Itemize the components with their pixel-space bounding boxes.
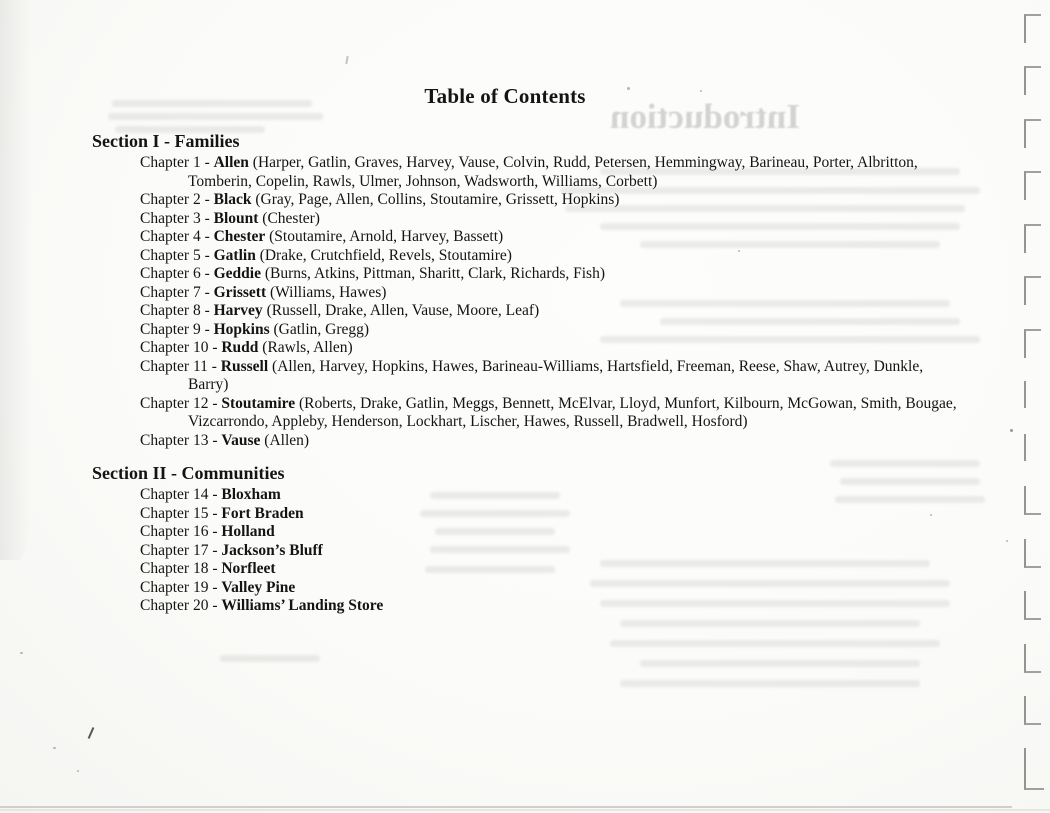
toc-entry-prefix: Chapter 2 - [140, 191, 214, 208]
binding-mark [1024, 434, 1041, 461]
scan-speck [627, 87, 630, 90]
binding-mark [1024, 224, 1041, 253]
toc-content [92, 130, 964, 616]
toc-entry-name: Geddie [213, 265, 261, 282]
toc-entry-chapter-5 [92, 247, 964, 266]
toc-entry-detail: (Roberts, Drake, Gatlin, Meggs, Bennett, McElvar, Lloyd, Munfort, Kilbourn, McGowan, Smith, Bougae, Vizcarrondo, Appleby, Henderson, Lockhart, Lischer, Hawes, Russell, Bradwell, Hosford) [188, 394, 957, 430]
toc-entry-detail: (Drake, Crutchfield, Revels, Stoutamire) [255, 246, 512, 264]
toc-entry-detail: (Chester) [258, 209, 320, 227]
toc-entry-prefix: Chapter 19 - [140, 578, 222, 596]
toc-entry-chapter-2 [92, 191, 964, 210]
toc-entry-detail: (Rawls, Allen) [258, 339, 353, 356]
toc-entry-chapter-13 [92, 432, 964, 451]
toc-entry-chapter-17 [92, 542, 964, 561]
bleedthrough-line [620, 620, 920, 627]
toc-entry-prefix: Chapter 18 - [140, 560, 222, 577]
toc-entry-name: Jackson’s Bluff [221, 541, 323, 559]
toc-entry-prefix: Chapter 4 - [140, 228, 214, 245]
binding-mark [1024, 486, 1041, 515]
toc-entry-name: Valley Pine [221, 578, 296, 596]
scan-speck [1010, 429, 1013, 432]
toc-entry-prefix: Chapter 1 - [140, 154, 214, 171]
toc-entry-name: Black [213, 191, 252, 208]
page-bottom-edge-shadow [0, 806, 1012, 808]
toc-entry-name: Chester [213, 228, 266, 245]
binding-mark [1024, 748, 1044, 790]
bleedthrough-line [108, 113, 323, 120]
toc-entry-chapter-6 [92, 265, 964, 284]
toc-entry-prefix: Chapter 20 - [140, 597, 222, 614]
binding-mark [1024, 539, 1041, 568]
binding-mark [1024, 381, 1041, 408]
toc-entry-prefix: Chapter 8 - [140, 302, 214, 319]
bleedthrough-line [640, 660, 920, 667]
toc-entry-prefix: Chapter 6 - [140, 265, 214, 282]
toc-entry-prefix: Chapter 3 - [140, 209, 214, 227]
toc-entry-name: Holland [221, 523, 275, 540]
toc-entry-name: Allen [213, 154, 249, 171]
toc-entry-detail: (Russell, Drake, Allen, Vause, Moore, Leaf) [262, 302, 540, 319]
toc-entry-prefix: Chapter 17 - [140, 541, 222, 559]
toc-entry-prefix: Chapter 16 - [140, 523, 222, 540]
scan-speck [20, 652, 23, 654]
toc-entry-chapter-12 [92, 395, 964, 432]
toc-entry-detail: (Williams, Hawes) [266, 283, 387, 301]
bleedthrough-introduction-text: Introduction [610, 97, 800, 136]
binding-mark [1024, 329, 1041, 358]
scan-speck [700, 90, 702, 92]
scan-speck [77, 770, 79, 772]
page-title: Table of Contents [424, 84, 586, 108]
toc-entry-chapter-19 [92, 579, 964, 598]
scan-tick-mark [345, 56, 348, 64]
binding-mark [1024, 66, 1041, 95]
toc-entry-chapter-16 [92, 523, 964, 542]
scan-speck [53, 747, 56, 749]
binding-mark [1024, 591, 1041, 620]
toc-entry-name: Williams’ Landing Store [221, 597, 384, 614]
toc-entry-chapter-10 [92, 339, 964, 358]
toc-entry-prefix: Chapter 9 - [140, 320, 214, 338]
section-heading-families: Section I - Families [92, 131, 240, 151]
toc-entry-detail: (Gatlin, Gregg) [269, 320, 370, 338]
toc-entry-name: Hopkins [213, 320, 270, 338]
toc-entry-chapter-9 [92, 321, 964, 340]
binding-mark [1024, 696, 1041, 725]
toc-entry-prefix: Chapter 13 - [140, 431, 222, 449]
toc-entry-chapter-4 [92, 228, 964, 247]
toc-entry-name: Norfleet [221, 560, 276, 577]
toc-entry-detail: (Allen) [260, 431, 310, 449]
toc-entry-detail: (Stoutamire, Arnold, Harvey, Bassett) [265, 228, 504, 245]
binding-mark [1024, 276, 1041, 305]
toc-entry-prefix: Chapter 7 - [140, 283, 214, 301]
binding-mark [1024, 119, 1041, 148]
toc-entry-chapter-11 [92, 358, 964, 395]
toc-entry-chapter-1 [92, 154, 964, 191]
toc-entry-chapter-20 [92, 597, 964, 616]
bleedthrough-line [220, 655, 320, 662]
toc-entry-detail: (Gray, Page, Allen, Collins, Stoutamire, Grissett, Hopkins) [251, 191, 620, 208]
toc-entry-name: Blount [213, 209, 259, 227]
toc-entry-prefix: Chapter 5 - [140, 246, 214, 264]
scan-speck [930, 514, 932, 516]
toc-entry-detail: (Allen, Harvey, Hopkins, Hawes, Barineau-Williams, Hartsfield, Freeman, Reese, Shaw, Autrey, Dunkle, Barry) [188, 357, 924, 393]
toc-entry-detail: (Harper, Gatlin, Graves, Harvey, Vause, Colvin, Rudd, Petersen, Hemmingway, Barineau, Porter, Albritton, Tomberin, Copelin, Rawls, Ulmer, Johnson, Wadsworth, Williams, Corbett) [188, 154, 918, 190]
page-bottom-edge-shadow-light [0, 809, 1050, 811]
binding-mark [1024, 171, 1041, 200]
toc-entry-chapter-15 [92, 505, 964, 524]
toc-entry-chapter-7 [92, 284, 964, 303]
toc-entry-name: Bloxham [221, 486, 281, 503]
toc-entry-name: Harvey [213, 302, 263, 319]
scan-speck [738, 250, 740, 252]
bleedthrough-line [620, 680, 920, 687]
binding-mark [1024, 14, 1041, 43]
toc-entry-prefix: Chapter 15 - [140, 504, 222, 522]
toc-entry-detail: (Burns, Atkins, Pittman, Sharitt, Clark, Richards, Fish) [260, 265, 605, 282]
scan-speck [1006, 540, 1008, 542]
toc-entry-name: Rudd [221, 339, 259, 356]
toc-entry-chapter-8 [92, 302, 964, 321]
toc-entry-prefix: Chapter 10 - [140, 339, 222, 356]
toc-entry-name: Gatlin [213, 246, 256, 264]
toc-entry-prefix: Chapter 12 - [140, 394, 222, 412]
toc-entry-chapter-3 [92, 210, 964, 229]
toc-entry-name: Stoutamire [221, 394, 296, 412]
toc-entry-chapter-18 [92, 560, 964, 579]
toc-entry-name: Fort Braden [221, 504, 304, 522]
toc-entry-name: Vause [221, 431, 261, 449]
toc-entry-prefix: Chapter 14 - [140, 486, 222, 503]
bleedthrough-line [610, 640, 940, 647]
toc-entry-prefix: Chapter 11 - [140, 357, 221, 375]
toc-entry-name: Grissett [213, 283, 267, 301]
binding-mark [1024, 644, 1041, 673]
section-heading-communities: Section II - Communities [92, 463, 285, 483]
toc-entry-chapter-14 [92, 486, 964, 505]
toc-entry-name: Russell [220, 357, 269, 375]
pen-mark [88, 727, 95, 739]
